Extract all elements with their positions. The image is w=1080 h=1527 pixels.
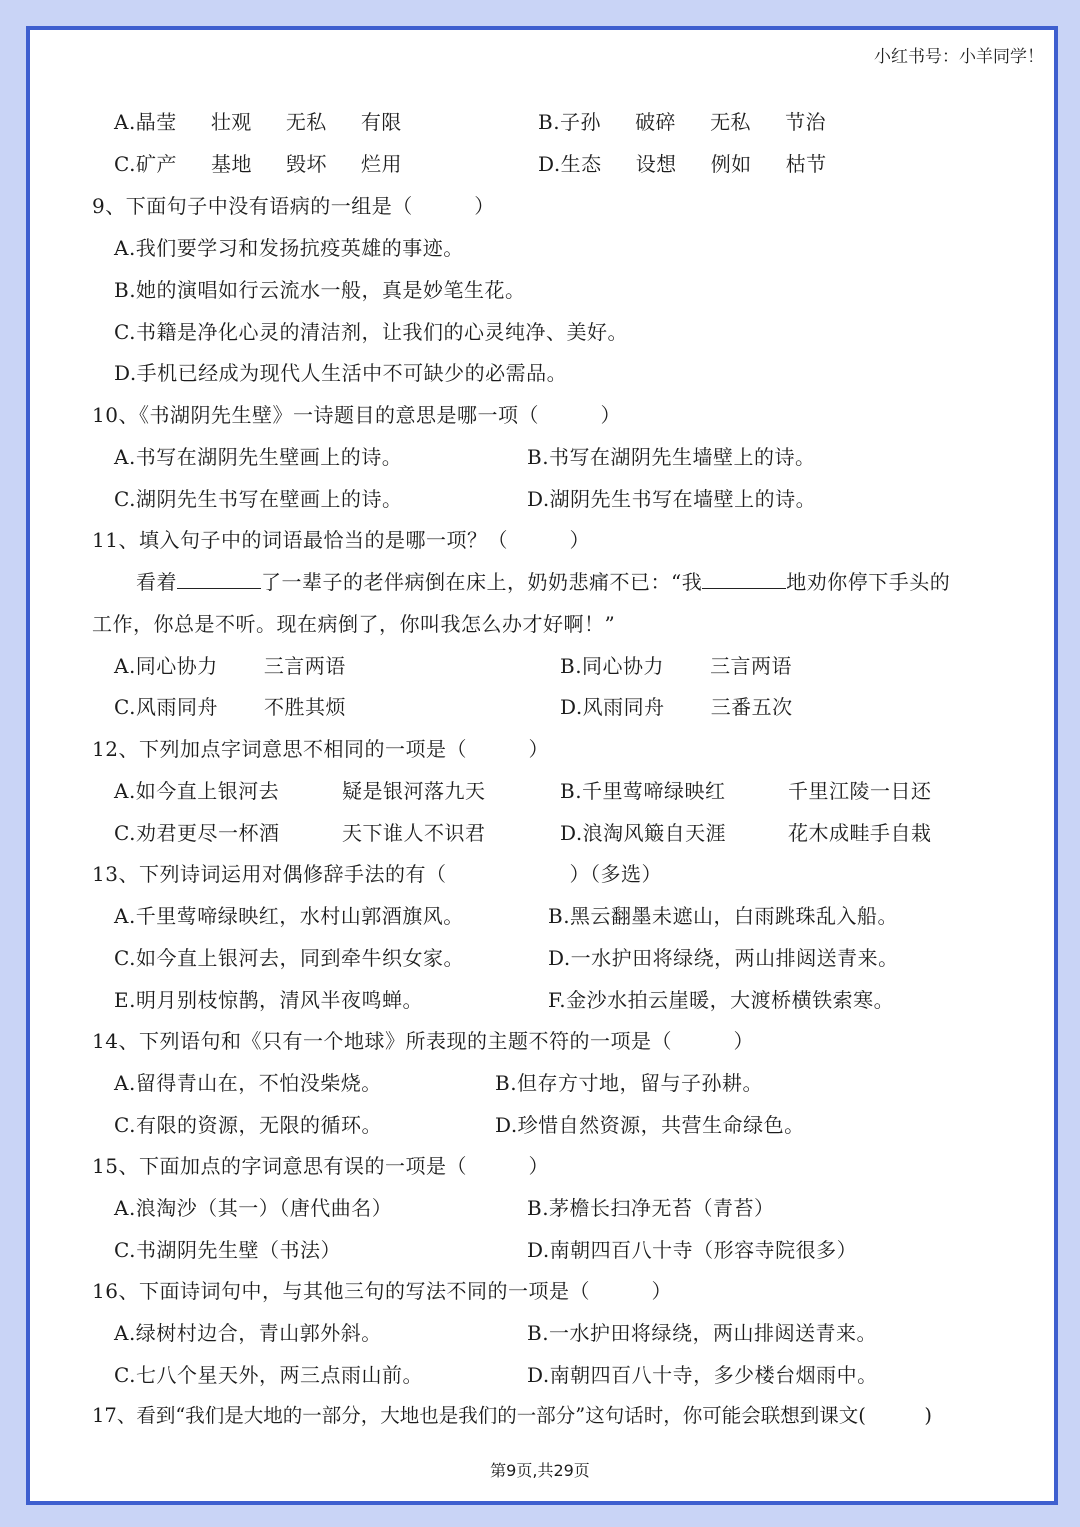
q13-stem: 13、下列诗词运用对偶修辞手法的有（ ）（多选） [92,862,662,886]
watermark: 小红书号：小羊同学！ [874,47,1044,67]
q12-option-b2: 千里江陵一日还 [788,779,932,803]
q15-option-b: B.茅檐长扫净无苔（青苔） [527,1196,775,1220]
q8-row-a [114,106,402,135]
q8-b-word4: 节治 [785,110,827,134]
q8-b-word1: B.子孙 [538,110,602,134]
q17-stem: 17、看到“我们是大地的一部分，大地也是我们的一部分”这句话时，你可能会联想到课文( ) [92,1404,932,1427]
q9-option-a: A.我们要学习和发扬抗疫英雄的事迹。 [114,236,464,260]
q8-row-c [114,148,402,177]
q8-d-word3: 例如 [710,152,752,176]
q13-option-f: F.金沙水拍云崖暖，大渡桥横铁索寒。 [548,988,895,1012]
q15-stem: 15、下面加点的字词意思有误的一项是（ ） [92,1154,549,1178]
q8-a-word1: A.晶莹 [114,110,177,134]
q11-text-1: 看着 [136,570,177,594]
q13-option-e: E.明月别枝惊鹊，清风半夜鸣蝉。 [114,988,423,1012]
q11-c-word1: C.风雨同舟 [114,695,218,719]
q10-option-b: B.书写在湖阴先生墙壁上的诗。 [527,445,816,469]
q8-b-word3: 无私 [710,110,752,134]
q14-option-d: D.珍惜自然资源，共营生命绿色。 [495,1113,805,1137]
q11-d-word2: 三番五次 [710,695,793,719]
q8-row-b [538,106,826,135]
q16-option-b: B.一水护田将绿绕，两山排闼送青来。 [527,1321,878,1345]
q11-text-3: 地劝你停下手头的 [786,570,951,594]
q12-option-d2: 花木成畦手自栽 [788,821,932,845]
q16-stem: 16、下面诗词句中，与其他三句的写法不同的一项是（ ） [92,1279,672,1303]
q12-option-d1: D.浪淘风簸自天涯 [560,821,727,845]
q14-option-b: B.但存方寸地，留与子孙耕。 [495,1071,764,1095]
q11-d-word1: D.风雨同舟 [560,695,665,719]
q11-option-c [114,691,346,720]
q8-d-word2: 设想 [635,152,677,176]
q14-option-c: C.有限的资源，无限的循环。 [114,1113,382,1137]
q9-option-b: B.她的演唱如行云流水一般，真是妙笔生花。 [114,278,526,302]
q11-passage-line2: 工作，你总是不听。现在病倒了，你叫我怎么办才好啊！” [92,612,616,636]
q12-stem: 12、下列加点字词意思不相同的一项是（ ） [92,737,549,761]
q10-option-a: A.书写在湖阴先生壁画上的诗。 [114,445,403,469]
q8-a-word3: 无私 [285,110,327,134]
q11-c-word2: 不胜其烦 [263,695,346,719]
q14-stem: 14、下列语句和《只有一个地球》所表现的主题不符的一项是（ ） [92,1029,754,1053]
q8-d-word4: 枯节 [785,152,827,176]
q8-c-word1: C.矿产 [114,152,177,176]
q16-option-c: C.七八个星天外，两三点雨山前。 [114,1363,423,1387]
q11-blank-1[interactable] [177,570,261,589]
q11-b-word1: B.同心协力 [560,654,665,678]
q16-option-a: A.绿树村边合，青山郭外斜。 [114,1321,382,1345]
q11-stem: 11、填入句子中的词语最恰当的是哪一项？（ ） [92,528,590,552]
q11-text-2: 了一辈子的老伴病倒在床上，奶奶悲痛不已：“我 [261,570,703,594]
q11-passage-line1 [136,566,950,595]
q12-option-c2: 天下谁人不识君 [342,821,486,845]
q13-option-a: A.千里莺啼绿映红，水村山郭酒旗风。 [114,904,464,928]
q13-option-c: C.如今直上银河去，同到牵牛织女家。 [114,946,464,970]
q13-option-d: D.一水护田将绿绕，两山排闼送青来。 [548,946,899,970]
q11-a-word1: A.同心协力 [114,654,218,678]
q8-b-word2: 破碎 [635,110,677,134]
q11-b-word2: 三言两语 [710,654,793,678]
q8-a-word4: 有限 [360,110,402,134]
q8-c-word2: 基地 [210,152,252,176]
q11-option-b [560,650,792,679]
q11-option-d [560,691,793,720]
q10-stem: 10、《书湖阴先生壁》一诗题目的意思是哪一项（ ） [92,403,621,427]
q11-option-a [114,650,346,679]
q15-option-c: C.书湖阴先生壁（书法） [114,1238,341,1262]
q8-c-word4: 烂用 [360,152,402,176]
q10-option-c: C.湖阴先生书写在壁画上的诗。 [114,487,403,511]
q10-option-d: D.湖阴先生书写在墙壁上的诗。 [527,487,817,511]
q8-d-word1: D.生态 [538,152,602,176]
q8-a-word2: 壮观 [210,110,252,134]
q9-stem: 9、下面句子中没有语病的一组是（ ） [92,194,495,218]
q11-blank-2[interactable] [702,570,786,589]
q14-option-a: A.留得青山在，不怕没柴烧。 [114,1071,382,1095]
q12-option-c1: C.劝君更尽一杯酒 [114,821,280,845]
q8-row-d [538,148,827,177]
page-number: 第9页,共29页 [490,1461,590,1480]
q13-option-b: B.黑云翻墨未遮山，白雨跳珠乱入船。 [548,904,899,928]
q12-option-a2: 疑是银河落九天 [342,779,486,803]
q9-option-c: C.书籍是净化心灵的清洁剂，让我们的心灵纯净、美好。 [114,320,628,344]
q8-c-word3: 毁坏 [285,152,327,176]
q11-a-word2: 三言两语 [263,654,346,678]
q16-option-d: D.南朝四百八十寺，多少楼台烟雨中。 [527,1363,878,1387]
q12-option-b1: B.千里莺啼绿映红 [560,779,726,803]
q12-option-a1: A.如今直上银河去 [114,779,280,803]
q9-option-d: D.手机已经成为现代人生活中不可缺少的必需品。 [114,361,568,385]
q15-option-a: A.浪淘沙（其一）（唐代曲名） [114,1196,393,1220]
q15-option-d: D.南朝四百八十寺（形容寺院很多） [527,1238,858,1262]
